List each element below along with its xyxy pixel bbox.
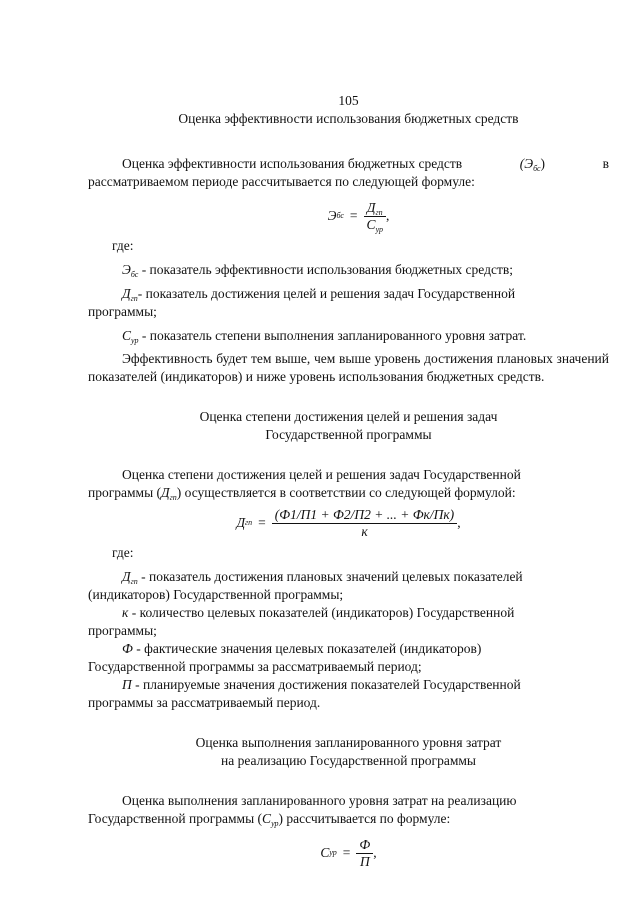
formula-goal-achievement: Д гп = $\frac{(Ф1/П1 + Ф2/П2 + ... + Фк/Пк)}{к}$ , bbox=[236, 506, 461, 539]
fraction: $\frac{Д_{гп}}{С_{ур}}$ bbox=[364, 200, 386, 233]
section1-title: Оценка эффективности использования бюджетных средств bbox=[178, 111, 519, 126]
definition-d-gp-2-line2: (индикаторов) Государственной программы; bbox=[88, 587, 344, 602]
intro-text: Оценка эффективности использования бюджетных средств bbox=[122, 156, 463, 171]
section2-intro-line1: Оценка степени достижения целей и решения задач Государственной bbox=[122, 467, 521, 482]
definition-p: П - планируемые значения достижения показателей Государственной bbox=[122, 677, 521, 692]
document-page bbox=[88, 92, 609, 872]
formula-cost-level: С ур = $\frac{Ф}{П}$ , bbox=[320, 836, 377, 869]
intro-symbol: $(Э_{бс})$ bbox=[519, 156, 546, 173]
section3-title-line2: на реализацию Государственной программы bbox=[221, 753, 476, 768]
where-label: где: bbox=[112, 238, 134, 253]
formula-efficiency: Э бс = $\frac{Д_{гп}}{С_{ур}}$ , bbox=[327, 199, 390, 234]
definition-f-line2: Государственной программы за рассматриваемый период; bbox=[88, 659, 422, 674]
page-number: 105 bbox=[338, 93, 359, 108]
section3-intro-line1: Оценка выполнения запланированного уровня затрат на реализацию bbox=[122, 793, 517, 808]
definition-d-gp-2: $Д_{гп}$ - показатель достижения плановых значений целевых показателей bbox=[122, 569, 523, 586]
definition-d-gp-line2: программы; bbox=[88, 304, 157, 319]
fraction: $\frac{(Ф1/П1 + Ф2/П2 + ... + Фк/Пк)}{к}$ bbox=[272, 507, 457, 540]
section2-title-line1: Оценка степени достижения целей и решения задач bbox=[199, 409, 498, 424]
where-label-2: где: bbox=[112, 545, 134, 560]
fraction: $\frac{Ф}{П}$ bbox=[356, 837, 373, 870]
definition-k-line2: программы; bbox=[88, 623, 157, 638]
definition-k: к - количество целевых показателей (индикаторов) Государственной bbox=[122, 605, 515, 620]
definition-c-ur: $С_{ур}$ - показатель степени выполнения запланированного уровня затрат. bbox=[122, 328, 527, 345]
efficiency-conclusion: Эффективность будет тем выше, чем выше уровень достижения плановых значений показателей (индикаторов) и ниже уровень использования бюджетных средств. bbox=[88, 351, 609, 384]
section1-intro-line2: рассматриваемом периоде рассчитывается по следующей формуле: bbox=[88, 174, 475, 189]
section2-intro-line2: программы $(Д_{гп})$ осуществляется в соответствии со следующей формулой: bbox=[88, 485, 516, 502]
intro-end: в bbox=[602, 156, 609, 171]
definition-f: Ф - фактические значения целевых показателей (индикаторов) bbox=[122, 641, 482, 656]
section3-title-line1: Оценка выполнения запланированного уровня затрат bbox=[195, 735, 502, 750]
definition-d-gp: $Д_{гп}-$ показатель достижения целей и решения задач Государственной bbox=[122, 286, 516, 303]
definition-e-bs: $Э_{бс}$ - показатель эффективности использования бюджетных средств; bbox=[122, 262, 513, 279]
section1-intro-line1 bbox=[88, 155, 609, 173]
definition-p-line2: программы за рассматриваемый период. bbox=[88, 695, 321, 710]
section3-intro-line2: Государственной программы $(С_{ур})$ рассчитывается по формуле: bbox=[88, 811, 451, 828]
section2-title-line2: Государственной программы bbox=[265, 427, 432, 442]
